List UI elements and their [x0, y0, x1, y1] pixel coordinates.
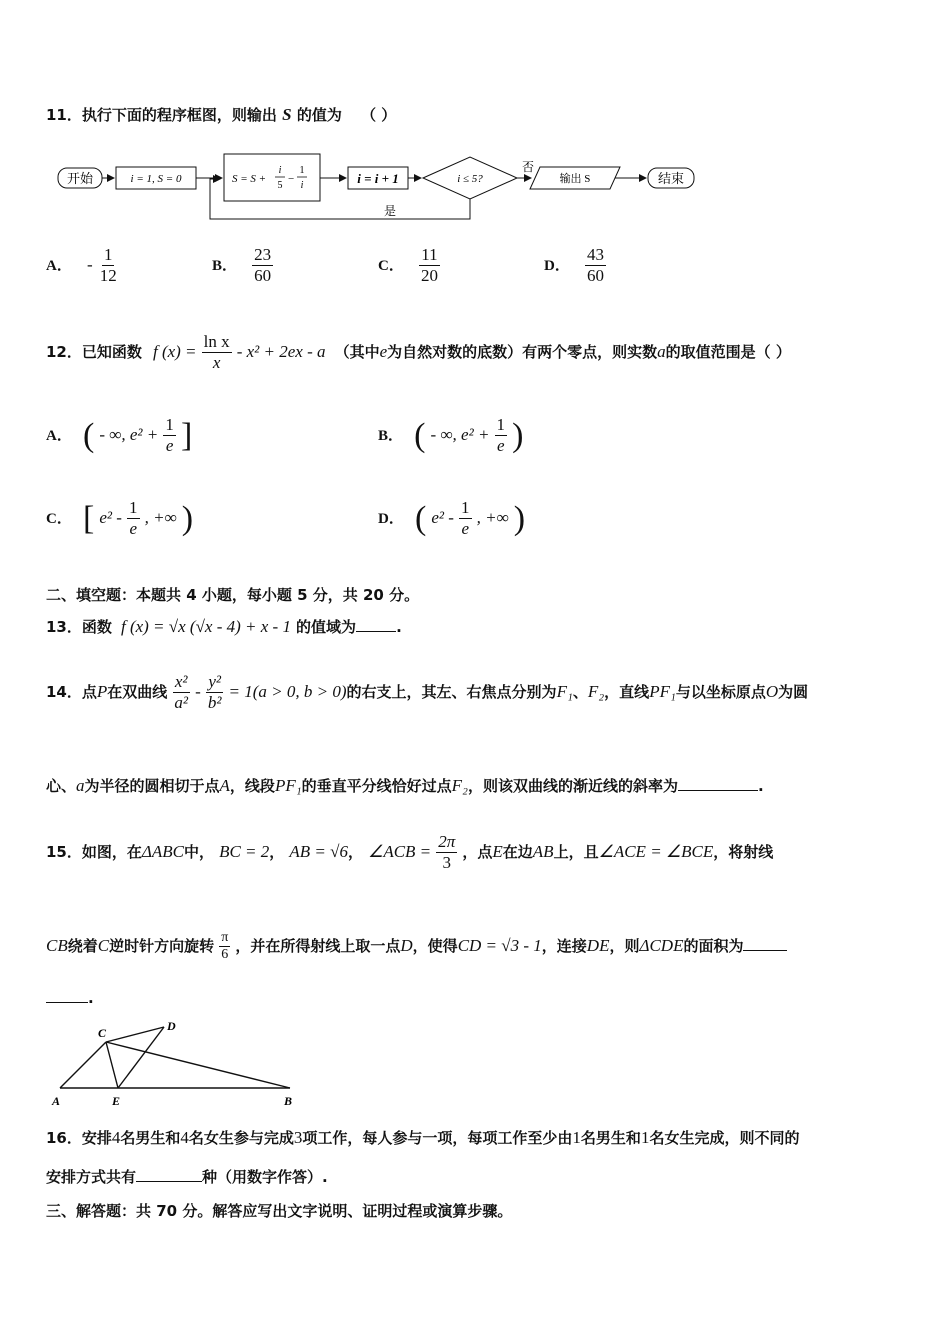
q12-option-a[interactable]: A． ( - ∞, e² + $\frac{1}{e}$ ]	[46, 415, 193, 455]
section-2-heading: 二、填空题：本题共 4 小题，每小题 5 分，共 20 分。	[46, 586, 420, 604]
point-A-label: A	[52, 1094, 61, 1108]
q11-option-d[interactable]: D． $\frac{43}{60}$	[544, 245, 604, 285]
q14-line-1: 14．点P在双曲线 $\frac{\text{x²}}{\text{a²}}$ - $\frac{\text{y²}}{\text{b²}}$ = 1(a > 0, b > 0)的右支上，其左、右焦点分别为F₁、F₂，直线PF₁与以坐标原点O为圆	[46, 672, 809, 712]
q14-line-2: 心、a为半径的圆相切于点A，线段PF₁的垂直平分线恰好过点F₂，则该双曲线的渐近线的斜率为 .	[46, 776, 764, 795]
flow-yes-label: 是	[383, 204, 397, 218]
svg-text:i: i	[278, 165, 282, 176]
q12-option-d[interactable]: D． ( e² - $\frac{1}{e}$ , +∞ )	[378, 498, 526, 538]
seg-DE	[118, 1027, 164, 1088]
q11-option-c[interactable]: C． $\frac{11}{20}$	[378, 245, 438, 285]
seg-CE	[106, 1042, 118, 1088]
point-D-label: D	[167, 1019, 176, 1033]
point-E-label: E	[112, 1094, 121, 1108]
q16-answer-blank[interactable]	[136, 1167, 202, 1182]
svg-text:i: i	[300, 180, 304, 191]
seg-CB	[106, 1042, 290, 1088]
q11-flowchart	[40, 145, 720, 225]
q15-answer-blank-a[interactable]	[743, 936, 787, 951]
svg-text:5: 5	[277, 180, 283, 191]
q11-option-a[interactable]: A． - $\frac{1}{12}$	[46, 245, 117, 285]
q13-stem: 13．函数 f (x) = √x (√x - 4) + x - 1 的值域为 .	[46, 617, 402, 636]
q15-line-3: .	[46, 988, 94, 1007]
q13-answer-blank[interactable]	[356, 617, 396, 632]
q14-answer-blank[interactable]	[678, 776, 758, 791]
svg-text:结束: 结束	[657, 171, 685, 186]
q11-stem: 11．执行下面的程序框图，则输出 S 的值为 （ ）	[46, 105, 397, 124]
seg-AC	[60, 1042, 106, 1088]
q15-line-2: CB绕着C逆时针方向旋转 $\frac{\pi}{6}$ ，并在所得射线上取一点D，使得CD = √3 - 1，连接DE，则ΔCDE的面积为	[46, 930, 787, 963]
seg-CD	[106, 1027, 164, 1042]
svg-text:输出 S: 输出 S	[559, 173, 591, 185]
flow-no-label: 否	[522, 160, 535, 174]
q16-line-1: 16．安排4名男生和4名女生参与完成3项工作，每人参与一项，每项工作至少由1名男生和1名女生完成，则不同的	[46, 1128, 800, 1147]
svg-text:i ≤ 5?: i ≤ 5?	[457, 173, 483, 185]
q12-option-c[interactable]: C． [ e² - $\frac{1}{e}$ , +∞ )	[46, 498, 194, 538]
flow-init-text: i = 1, S = 0	[130, 173, 182, 185]
section-3-heading: 三、解答题：共 70 分。解答应写出文字说明、证明过程或演算步骤。	[46, 1202, 513, 1220]
q15-line-1: 15．如图，在ΔABC中， BC = 2， AB = √6， ∠ACB = $\frac{2\pi}{3}$ ，点E在边AB上，且∠ACE = ∠BCE，将射线	[46, 832, 774, 872]
q15-answer-blank-b[interactable]	[46, 988, 88, 1003]
svg-text:1: 1	[299, 165, 305, 176]
point-C-label: C	[98, 1026, 107, 1040]
svg-text:−: −	[288, 173, 295, 185]
q16-line-2: 安排方式共有 种（用数字作答）.	[46, 1168, 328, 1186]
flow-start-text: 开始	[66, 171, 94, 186]
q12-option-b[interactable]: B． ( - ∞, e² + $\frac{1}{e}$ )	[378, 415, 524, 455]
q11-option-b[interactable]: B． $\frac{23}{60}$	[212, 245, 272, 285]
flow-update-text: S = S +	[232, 173, 267, 185]
svg-text:i = i + 1: i = i + 1	[357, 171, 399, 186]
q12-stem: 12．已知函数 f (x) = $\frac{\text{ln x}}{x}$ - x² + 2ex - a （其中e为自然对数的底数）有两个零点，则实数a的取值范围是（ ）	[46, 332, 791, 372]
point-B-label: B	[284, 1094, 293, 1108]
q15-figure	[46, 1015, 306, 1110]
